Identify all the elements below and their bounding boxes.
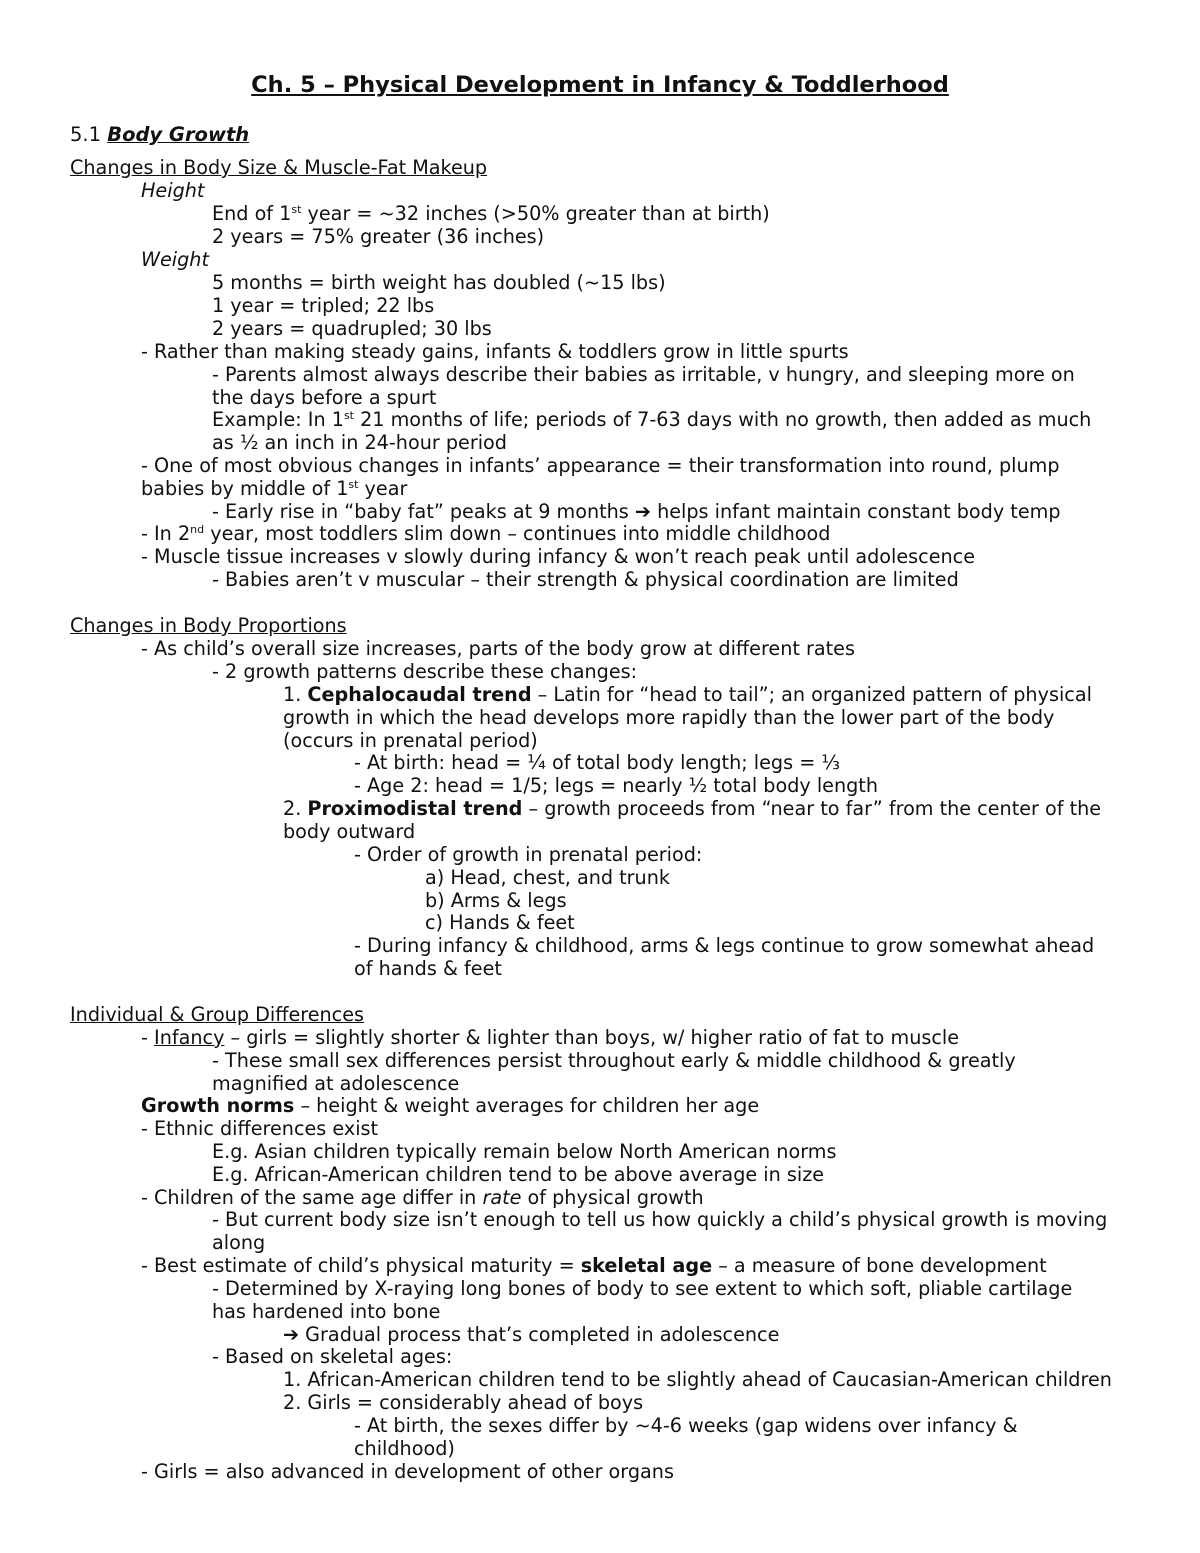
- text-line: [141, 1186, 704, 1209]
- text-span: - Age 2: head = 1/5; legs = nearly ½ total body length: [354, 774, 878, 797]
- text-line: [212, 1163, 824, 1186]
- text-span: 21 months of life; periods of 7-63 days with no growth, then added as much: [353, 408, 1092, 431]
- text-line: [283, 1391, 643, 1414]
- text-span: 1.: [283, 683, 308, 706]
- text-span: Proximodistal trend: [307, 797, 523, 820]
- text-span: 2 years = quadrupled; 30 lbs: [212, 317, 492, 340]
- text-line: [283, 729, 538, 752]
- text-span: Height: [141, 179, 205, 202]
- text-span: - During infancy & childhood, arms & legs continue to grow somewhat ahead: [354, 934, 1095, 957]
- text-line: [283, 683, 1092, 706]
- text-line: [354, 934, 1094, 957]
- text-line: [212, 568, 959, 591]
- text-span: - At birth, the sexes differ by ~4-6 weeks (gap widens over infancy &: [354, 1414, 1018, 1437]
- text-span: - Based on skeletal ages:: [212, 1345, 453, 1368]
- text-line: [425, 889, 567, 912]
- text-span: 2.: [283, 797, 308, 820]
- text-line: [70, 156, 487, 179]
- text-line: [212, 408, 1091, 431]
- text-span: - 2 growth patterns describe these changes:: [212, 660, 638, 683]
- text-span: childhood): [354, 1437, 455, 1460]
- text-line: [141, 340, 849, 363]
- text-span: Individual & Group Differences: [70, 1003, 365, 1026]
- text-span: b) Arms & legs: [425, 889, 567, 912]
- text-line: [141, 454, 1060, 477]
- text-span: - At birth: head = ¼ of total body length; legs = ⅓: [354, 751, 840, 774]
- text-span: – height & weight averages for children her age: [294, 1094, 760, 1117]
- text-line: [212, 202, 770, 225]
- text-span: year, most toddlers slim down – continues into middle childhood: [204, 522, 831, 545]
- text-span: Changes in Body Proportions: [70, 614, 347, 637]
- text-line: [141, 1460, 674, 1483]
- section-heading: [70, 123, 249, 146]
- superscript-text: st: [343, 409, 354, 422]
- text-line: [212, 1345, 452, 1368]
- text-line: [212, 1277, 1072, 1300]
- text-span: 2. Girls = considerably ahead of boys: [283, 1391, 644, 1414]
- text-line: [141, 248, 209, 271]
- text-line: [141, 637, 855, 660]
- text-line: [212, 660, 637, 683]
- text-span: body outward: [283, 820, 416, 843]
- text-line: [354, 1414, 1018, 1437]
- text-span: - Best estimate of child’s physical maturity =: [141, 1254, 581, 1277]
- text-span: c) Hands & feet: [425, 911, 575, 934]
- text-line: [354, 843, 702, 866]
- text-line: [212, 225, 544, 248]
- text-span: Growth norms: [141, 1094, 295, 1117]
- text-line: [425, 866, 670, 889]
- text-line: [283, 1323, 779, 1346]
- text-line: [212, 1049, 1016, 1072]
- text-span: of physical growth: [521, 1186, 704, 1209]
- text-line: [212, 500, 1061, 523]
- text-span: babies by middle of 1: [141, 477, 349, 500]
- text-span: - Determined by X-raying long bones of body to see extent to which soft, pliable cartilage: [212, 1277, 1073, 1300]
- text-span: – Latin for “head to tail”; an organized pattern of physical: [531, 683, 1092, 706]
- text-span: Changes in Body Size & Muscle-Fat Makeup: [70, 156, 488, 179]
- text-line: [283, 820, 415, 843]
- text-span: - In 2: [141, 522, 191, 545]
- text-line: [354, 751, 840, 774]
- text-line: [425, 911, 575, 934]
- text-span: year = ~32 inches (>50% greater than at birth): [301, 202, 770, 225]
- text-span: - Girls = also advanced in development of other organs: [141, 1460, 674, 1483]
- text-span: - These small sex differences persist throughout early & middle childhood & greatly: [212, 1049, 1016, 1072]
- superscript-text: nd: [190, 523, 205, 536]
- text-span: has hardened into bone: [212, 1300, 441, 1323]
- text-span: 2 years = 75% greater (36 inches): [212, 225, 545, 248]
- text-line: [70, 614, 347, 637]
- text-span: ➔: [283, 1323, 300, 1346]
- text-span: 1 year = tripled; 22 lbs: [212, 294, 435, 317]
- text-line: [212, 386, 436, 409]
- text-span: the days before a spurt: [212, 386, 437, 409]
- text-span: -: [141, 1026, 155, 1049]
- text-line: [141, 1094, 759, 1117]
- text-span: 5 months = birth weight has doubled (~15 lbs): [212, 271, 666, 294]
- text-span: – a measure of bone development: [712, 1254, 1047, 1277]
- text-span: - Rather than making steady gains, infants & toddlers grow in little spurts: [141, 340, 849, 363]
- text-span: helps infant maintain constant body temp: [650, 500, 1061, 523]
- text-span: – girls = slightly shorter & lighter than boys, w/ higher ratio of fat to muscle: [224, 1026, 960, 1049]
- text-span: - Children of the same age differ in: [141, 1186, 483, 1209]
- text-span: 1. African-American children tend to be slightly ahead of Caucasian-American children: [283, 1368, 1112, 1391]
- text-line: [212, 1231, 265, 1254]
- text-line: [283, 1368, 1112, 1391]
- text-span: of hands & feet: [354, 957, 502, 980]
- text-span: Cephalocaudal trend: [307, 683, 532, 706]
- text-line: [212, 271, 666, 294]
- text-line: [212, 294, 434, 317]
- page-title: Ch. 5 – Physical Development in Infancy & Toddlerhood: [251, 72, 949, 98]
- text-line: [212, 1072, 459, 1095]
- text-span: - Muscle tissue increases v slowly during infancy & won’t reach peak until adolescence: [141, 545, 976, 568]
- text-line: [70, 1003, 364, 1026]
- text-line: [212, 1208, 1107, 1231]
- text-span: Gradual process that’s completed in adolescence: [299, 1323, 780, 1346]
- text-span: - But current body size isn’t enough to tell us how quickly a child’s physical growth is moving: [212, 1208, 1108, 1231]
- text-span: along: [212, 1231, 266, 1254]
- text-span: E.g. African-American children tend to be above average in size: [212, 1163, 825, 1186]
- text-span: Example: In 1: [212, 408, 344, 431]
- superscript-text: st: [348, 478, 359, 491]
- text-span: (occurs in prenatal period): [283, 729, 538, 752]
- text-line: [354, 957, 502, 980]
- text-line: [212, 1300, 440, 1323]
- text-span: End of 1: [212, 202, 292, 225]
- text-line: [141, 545, 975, 568]
- text-line: [354, 774, 878, 797]
- text-line: [212, 317, 492, 340]
- text-line: [141, 1117, 378, 1140]
- text-span: growth in which the head develops more rapidly than the lower part of the body: [283, 706, 1055, 729]
- text-span: - Early rise in “baby fat” peaks at 9 months: [212, 500, 635, 523]
- text-span: year: [358, 477, 408, 500]
- text-line: [141, 522, 830, 545]
- text-span: - As child’s overall size increases, parts of the body grow at different rates: [141, 637, 855, 660]
- text-span: - Parents almost always describe their babies as irritable, v hungry, and sleeping more on: [212, 363, 1075, 386]
- text-line: [283, 797, 1101, 820]
- text-span: - One of most obvious changes in infants’ appearance = their transformation into round, plump: [141, 454, 1060, 477]
- text-line: [141, 1254, 1047, 1277]
- text-line: [283, 706, 1054, 729]
- text-span: skeletal age: [580, 1254, 713, 1277]
- section-title: Body Growth: [107, 123, 250, 146]
- text-span: E.g. Asian children typically remain below North American norms: [212, 1140, 837, 1163]
- text-line: [141, 477, 407, 500]
- text-line: [212, 363, 1075, 386]
- text-span: Infancy: [154, 1026, 225, 1049]
- text-span: rate: [482, 1186, 522, 1209]
- text-line: [141, 179, 204, 202]
- text-line: [141, 1026, 959, 1049]
- text-line: [354, 1437, 455, 1460]
- text-span: - Order of growth in prenatal period:: [354, 843, 703, 866]
- section-number: 5.1: [70, 123, 108, 146]
- text-span: - Ethnic differences exist: [141, 1117, 379, 1140]
- text-line: [212, 431, 507, 454]
- text-span: magnified at adolescence: [212, 1072, 460, 1095]
- text-span: Weight: [141, 248, 209, 271]
- text-span: as ½ an inch in 24-hour period: [212, 431, 507, 454]
- text-span: ➔: [634, 500, 651, 523]
- text-line: [212, 1140, 836, 1163]
- superscript-text: st: [291, 203, 302, 216]
- text-span: – growth proceeds from “near to far” from the center of the: [522, 797, 1102, 820]
- text-span: - Babies aren’t v muscular – their strength & physical coordination are limited: [212, 568, 959, 591]
- text-span: a) Head, chest, and trunk: [425, 866, 670, 889]
